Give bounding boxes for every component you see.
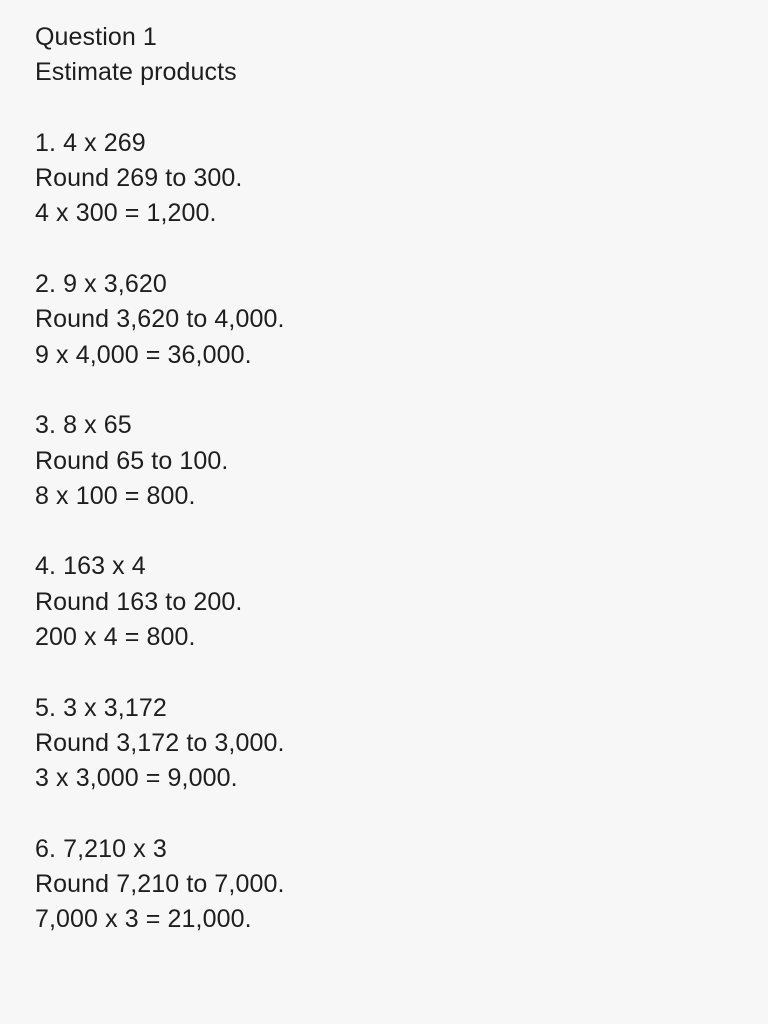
problem-rounding: Round 3,172 to 3,000.	[35, 728, 285, 757]
problem-prompt: 3. 8 x 65	[35, 411, 132, 440]
problem-rounding: Round 163 to 200.	[35, 587, 243, 616]
problem-1	[35, 126, 768, 232]
problem-6	[35, 832, 768, 938]
problem-rounding: Round 3,620 to 4,000.	[35, 305, 285, 334]
problem-3	[35, 408, 768, 514]
problem-prompt: 4. 163 x 4	[35, 552, 146, 581]
problem-rounding: Round 7,210 to 7,000.	[35, 870, 285, 899]
problem-rounding: Round 65 to 100.	[35, 446, 229, 475]
question-title: Question 1	[35, 23, 157, 51]
problem-5	[35, 691, 768, 797]
question-header	[35, 20, 768, 91]
problem-rounding: Round 269 to 300.	[35, 164, 243, 193]
problem-result: 3 x 3,000 = 9,000.	[35, 764, 238, 793]
problem-result: 200 x 4 = 800.	[35, 623, 196, 652]
problem-prompt: 5. 3 x 3,172	[35, 693, 167, 722]
problem-2	[35, 267, 768, 373]
problem-4	[35, 549, 768, 655]
problem-result: 9 x 4,000 = 36,000.	[35, 340, 252, 369]
problem-result: 4 x 300 = 1,200.	[35, 199, 217, 228]
question-subtitle: Estimate products	[35, 58, 237, 87]
problem-result: 7,000 x 3 = 21,000.	[35, 905, 252, 934]
problem-prompt: 1. 4 x 269	[35, 128, 146, 157]
problem-prompt: 2. 9 x 3,620	[35, 270, 167, 299]
problem-result: 8 x 100 = 800.	[35, 481, 196, 510]
problem-prompt: 6. 7,210 x 3	[35, 834, 167, 863]
